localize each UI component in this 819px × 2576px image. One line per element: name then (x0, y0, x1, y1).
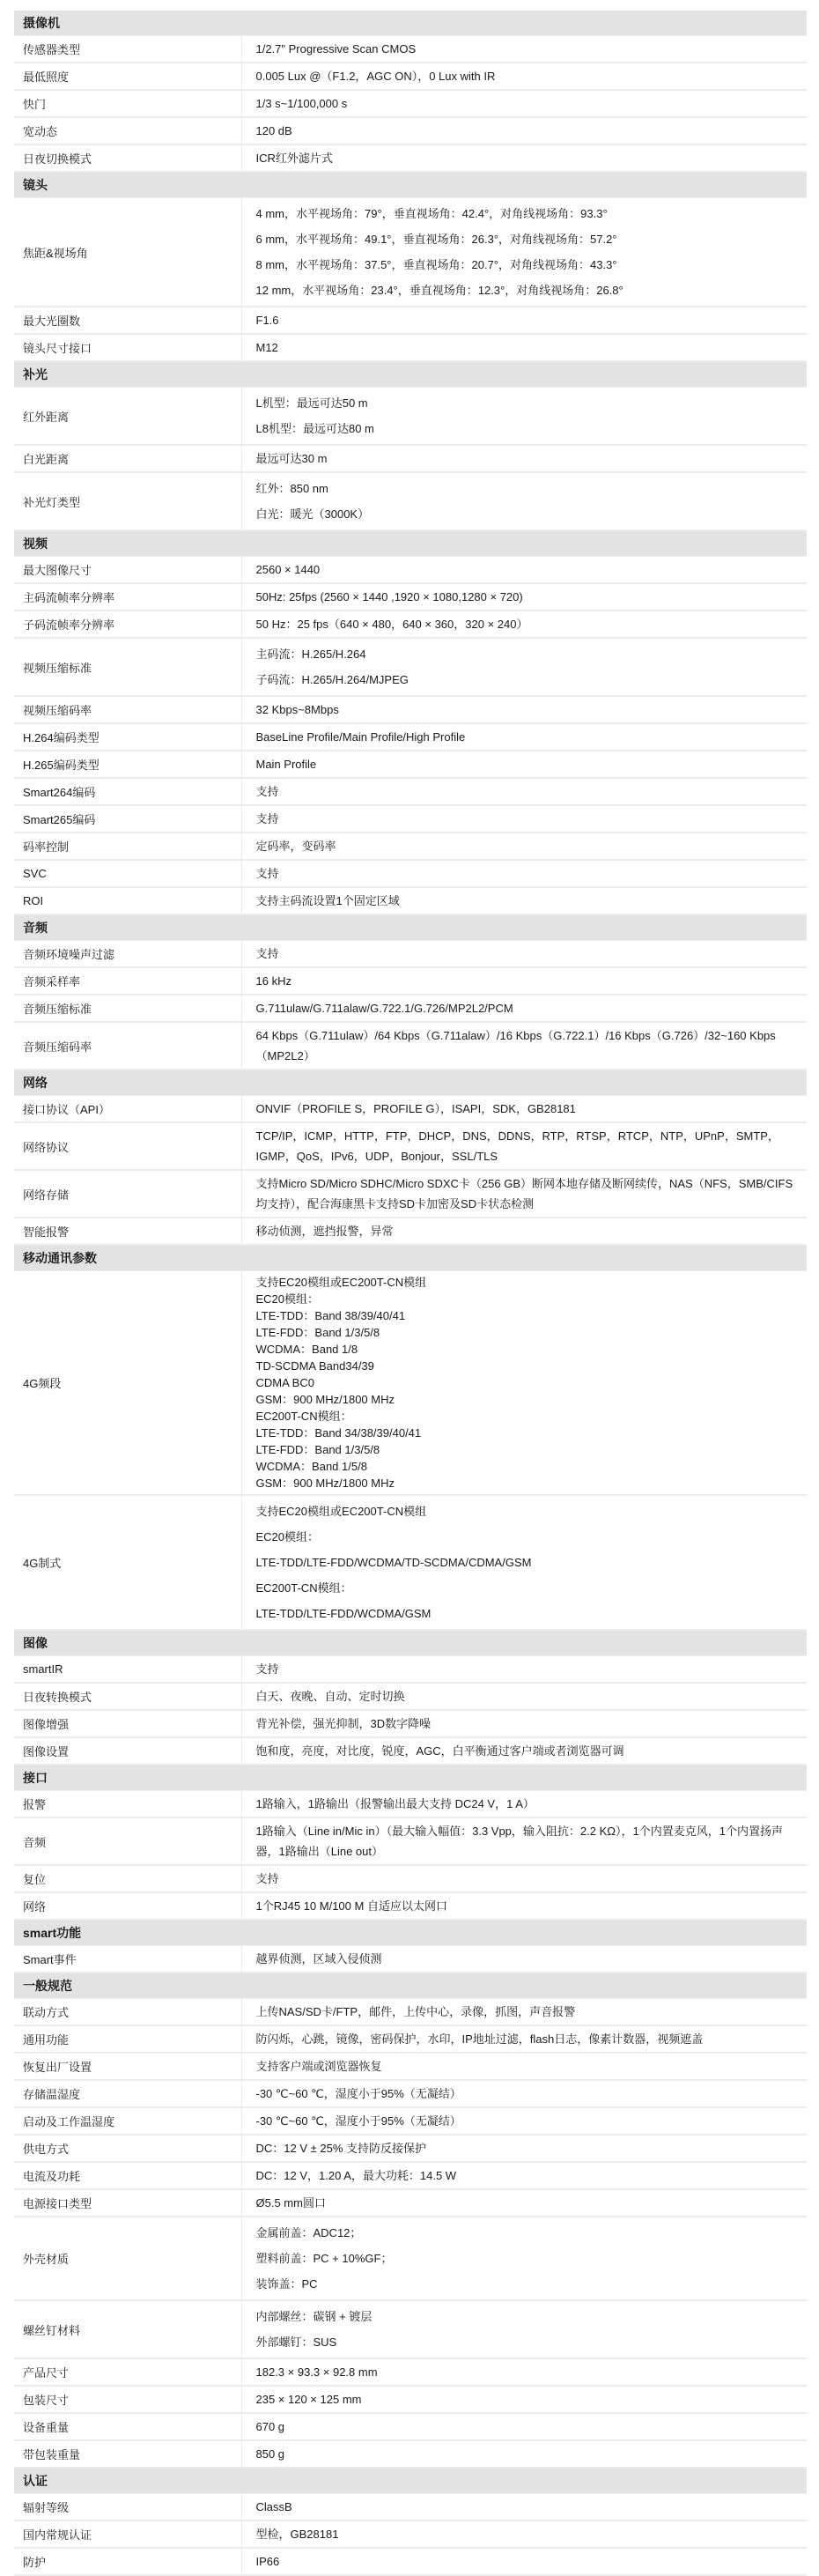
spec-row (14, 1683, 807, 1710)
spec-key: 接口协议（API） (14, 1096, 241, 1123)
spec-row (14, 144, 807, 172)
spec-row (14, 2358, 807, 2386)
spec-row (14, 778, 807, 805)
spec-key: 通用功能 (14, 2025, 241, 2053)
spec-value (241, 583, 807, 611)
spec-value-line: EC200T-CN模组： (255, 1581, 352, 1595)
spec-value (241, 63, 807, 90)
spec-key: 国内常规认证 (14, 2520, 241, 2548)
spec-value-line: GSM：900 MHz/1800 MHz (255, 1393, 395, 1406)
spec-value (241, 1122, 807, 1170)
spec-row (14, 2386, 807, 2413)
spec-key: 视频压缩标准 (14, 638, 241, 696)
spec-value-line: -30 ℃~60 ℃，湿度小于95%（无凝结） (255, 2114, 461, 2128)
spec-key: 快门 (14, 90, 241, 117)
spec-value-line: DC：12 V ± 25% 支持防反接保护 (255, 2142, 427, 2155)
section-header (14, 914, 807, 941)
spec-row (14, 445, 807, 472)
spec-row (14, 1170, 807, 1218)
spec-value (241, 1495, 807, 1630)
spec-value (241, 1022, 807, 1070)
spec-row (14, 696, 807, 723)
spec-key: 红外距离 (14, 388, 241, 446)
spec-key: 码率控制 (14, 833, 241, 860)
spec-value-line: EC200T-CN模组： (255, 1410, 352, 1423)
spec-value (241, 334, 807, 361)
spec-row (14, 723, 807, 751)
spec-row (14, 1218, 807, 1245)
spec-value-line: DC：12 V，1.20 A，最大功耗：14.5 W (255, 2169, 457, 2182)
spec-value (241, 1737, 807, 1765)
spec-row (14, 307, 807, 334)
spec-key: ROI (14, 887, 241, 914)
spec-row (14, 805, 807, 833)
spec-value (241, 1683, 807, 1710)
section-header (14, 1070, 807, 1096)
section-title: 补光 (14, 361, 807, 388)
spec-key: 音频采样率 (14, 967, 241, 995)
spec-row (14, 1999, 807, 2026)
spec-key: 宽动态 (14, 117, 241, 144)
spec-row (14, 2080, 807, 2107)
spec-value (241, 778, 807, 805)
spec-value-line: 1/3 s~1/100,000 s (255, 97, 348, 110)
spec-value (241, 36, 807, 63)
section-title: 网络 (14, 1070, 807, 1096)
spec-value-line: 主码流：H.265/H.264 (255, 648, 366, 661)
spec-row (14, 860, 807, 887)
spec-row (14, 2189, 807, 2217)
spec-value-line: LTE-TDD：Band 38/39/40/41 (255, 1309, 406, 1322)
spec-value (241, 2440, 807, 2468)
spec-value (241, 90, 807, 117)
spec-table (14, 11, 807, 2576)
spec-value-line: ONVIF（PROFILE S，PROFILE G），ISAPI，SDK，GB28181 (255, 1102, 576, 1115)
section-header (14, 172, 807, 198)
spec-value-line: ClassB (255, 2500, 292, 2513)
spec-key: smartIR (14, 1656, 241, 1684)
section-header (14, 530, 807, 557)
spec-value-line: LTE-TDD/LTE-FDD/WCDMA/GSM (255, 1607, 432, 1620)
spec-row (14, 2053, 807, 2080)
spec-value-line: 防闪烁，心跳，镜像，密码保护，水印，IP地址过滤，flash日志，像素计数器，视频遮盖 (255, 2032, 704, 2046)
section-title: 摄像机 (14, 11, 807, 36)
spec-key: Smart265编码 (14, 805, 241, 833)
spec-value-line: 50Hz: 25fps (2560 × 1440 ,1920 × 1080,1280 × 720) (255, 590, 523, 603)
spec-value-line: 越界侦测，区域入侵侦测 (255, 1952, 382, 1965)
spec-key: 防护 (14, 2548, 241, 2575)
spec-value (241, 557, 807, 584)
spec-value (241, 805, 807, 833)
section-header (14, 1765, 807, 1791)
spec-key: 日夜转换模式 (14, 1683, 241, 1710)
spec-key: 日夜切换模式 (14, 144, 241, 172)
spec-value-line: 外部螺钉：SUS (255, 2335, 337, 2349)
spec-value (241, 2300, 807, 2358)
spec-key: 电源接口类型 (14, 2189, 241, 2217)
spec-row (14, 611, 807, 638)
section-title: 认证 (14, 2468, 807, 2494)
spec-value-line: L机型：最远可达50 m (255, 396, 368, 410)
spec-value (241, 198, 807, 307)
spec-value (241, 638, 807, 696)
spec-row (14, 1817, 807, 1865)
spec-key: 最大图像尺寸 (14, 557, 241, 584)
spec-key: 电流及功耗 (14, 2162, 241, 2189)
spec-value-line: Main Profile (255, 758, 317, 771)
spec-value-line: 白光：暖光（3000K） (255, 507, 370, 521)
spec-value-line: TD-SCDMA Band34/39 (255, 1359, 374, 1373)
spec-value-line: 8 mm，水平视场角：37.5°，垂直视场角：20.7°，对角线视场角：43.3° (255, 258, 617, 271)
spec-value (241, 2107, 807, 2135)
spec-value (241, 307, 807, 334)
spec-row (14, 583, 807, 611)
spec-key: 供电方式 (14, 2135, 241, 2162)
spec-value-line: 6 mm，水平视场角：49.1°，垂直视场角：26.3°，对角线视场角：57.2° (255, 233, 617, 246)
spec-row (14, 2025, 807, 2053)
spec-value (241, 2494, 807, 2521)
spec-value (241, 887, 807, 914)
spec-value-line: 定码率，变码率 (255, 840, 336, 853)
spec-key: 传感器类型 (14, 36, 241, 63)
spec-row (14, 1122, 807, 1170)
spec-value-line: LTE-FDD：Band 1/3/5/8 (255, 1443, 380, 1456)
spec-value-line: 装饰盖：PC (255, 2277, 318, 2291)
spec-value (241, 860, 807, 887)
spec-value-line: 白天、夜晚、自动、定时切换 (255, 1690, 405, 1703)
spec-key: 联动方式 (14, 1999, 241, 2026)
spec-row (14, 1865, 807, 1892)
spec-key: 网络存储 (14, 1170, 241, 1218)
spec-value-line: WCDMA：Band 1/8 (255, 1343, 358, 1356)
spec-key: 启动及工作温湿度 (14, 2107, 241, 2135)
spec-row (14, 2520, 807, 2548)
spec-key: 智能报警 (14, 1218, 241, 1245)
spec-key: H.265编码类型 (14, 751, 241, 778)
spec-value (241, 2162, 807, 2189)
spec-value (241, 833, 807, 860)
spec-key: 辐射等级 (14, 2494, 241, 2521)
spec-row (14, 1946, 807, 1973)
spec-key: 焦距&视场角 (14, 198, 241, 307)
spec-value-line: 内部螺丝：碳钢 + 镀层 (255, 2310, 373, 2323)
spec-row (14, 1096, 807, 1123)
spec-row (14, 1737, 807, 1765)
spec-value-line: 支持 (255, 867, 279, 880)
spec-key: 白光距离 (14, 445, 241, 472)
spec-key: 存储温湿度 (14, 2080, 241, 2107)
spec-value (241, 1218, 807, 1245)
spec-row (14, 2494, 807, 2521)
spec-row (14, 1892, 807, 1920)
spec-value-line: ICR红外滤片式 (255, 152, 333, 165)
spec-value-line: 支持 (255, 1662, 279, 1676)
spec-value (241, 2189, 807, 2217)
spec-row (14, 198, 807, 307)
spec-value (241, 1710, 807, 1737)
spec-value (241, 2025, 807, 2053)
section-title: 接口 (14, 1765, 807, 1791)
spec-row (14, 1710, 807, 1737)
spec-value-line: WCDMA：Band 1/5/8 (255, 1460, 367, 1473)
spec-value-line: 1路输入（Line in/Mic in）（最大输入幅值：3.3 Vpp，输入阻抗：2.2 KΩ），1个内置麦克风，1个内置扬声器，1路输出（Line out） (255, 1825, 783, 1858)
spec-row (14, 2217, 807, 2300)
section-title: 图像 (14, 1630, 807, 1656)
spec-value-line: 670 g (255, 2420, 285, 2433)
spec-key: Smart264编码 (14, 778, 241, 805)
spec-key: 音频 (14, 1817, 241, 1865)
spec-value-line: 子码流：H.265/H.264/MJPEG (255, 673, 409, 686)
spec-value-line: -30 ℃~60 ℃，湿度小于95%（无凝结） (255, 2087, 461, 2100)
spec-key: 恢复出厂设置 (14, 2053, 241, 2080)
spec-row (14, 90, 807, 117)
spec-key: 复位 (14, 1865, 241, 1892)
spec-key: 最大光圈数 (14, 307, 241, 334)
spec-key: 网络协议 (14, 1122, 241, 1170)
spec-value-line: 182.3 × 93.3 × 92.8 mm (255, 2365, 378, 2379)
section-header (14, 2468, 807, 2494)
spec-value-line: 32 Kbps~8Mbps (255, 703, 339, 716)
spec-row (14, 2300, 807, 2358)
section-title: smart功能 (14, 1920, 807, 1946)
spec-key: 最低照度 (14, 63, 241, 90)
spec-value (241, 2080, 807, 2107)
spec-value-line: 支持客户端或浏览器恢复 (255, 2060, 382, 2073)
spec-value-line: 红外：850 nm (255, 482, 328, 495)
spec-key: 主码流帧率分辨率 (14, 583, 241, 611)
spec-value-line: 12 mm，水平视场角：23.4°，垂直视场角：12.3°，对角线视场角：26.8° (255, 284, 623, 297)
spec-row (14, 1656, 807, 1684)
spec-value (241, 1271, 807, 1496)
spec-key: 4G制式 (14, 1495, 241, 1630)
spec-value-line: 饱和度，亮度，对比度，锐度，AGC，白平衡通过客户端或者浏览器可调 (255, 1744, 624, 1758)
spec-row (14, 2413, 807, 2440)
spec-key: 外壳材质 (14, 2217, 241, 2300)
spec-key: 带包装重量 (14, 2440, 241, 2468)
spec-row (14, 334, 807, 361)
spec-value-line: 金属前盖：ADC12； (255, 2226, 362, 2239)
spec-key: 音频环境噪声过滤 (14, 941, 241, 968)
spec-value-line: 最远可达30 m (255, 452, 328, 465)
spec-value-line: GSM：900 MHz/1800 MHz (255, 1477, 395, 1490)
spec-value-line: 50 Hz：25 fps（640 × 480，640 × 360，320 × 240） (255, 618, 528, 631)
spec-value-line: 上传NAS/SD卡/FTP，邮件，上传中心，录像，抓图，声音报警 (255, 2005, 576, 2018)
spec-key: 视频压缩码率 (14, 696, 241, 723)
spec-value-line: 支持 (255, 785, 279, 798)
spec-key: 产品尺寸 (14, 2358, 241, 2386)
spec-value-line: 1个RJ45 10 M/100 M 自适应以太网口 (255, 1899, 447, 1913)
spec-value (241, 472, 807, 530)
spec-value-line: 支持Micro SD/Micro SDHC/Micro SDXC卡（256 GB）断网本地存储及断网续传，NAS（NFS，SMB/CIFS均支持），配合海康黑卡支持SD卡加密及SD卡状态检测 (255, 1177, 793, 1210)
spec-value-line: 支持EC20模组或EC200T-CN模组 (255, 1276, 427, 1289)
spec-value-line: 支持主码流设置1个固定区域 (255, 894, 400, 907)
spec-row (14, 638, 807, 696)
section-title: 视频 (14, 530, 807, 557)
spec-row (14, 117, 807, 144)
spec-value (241, 696, 807, 723)
spec-value (241, 117, 807, 144)
spec-value (241, 1791, 807, 1818)
spec-value-line: EC20模组： (255, 1292, 320, 1306)
spec-value-line: 移动侦测，遮挡报警，异常 (255, 1225, 394, 1238)
spec-value-line: 支持 (255, 1872, 279, 1885)
spec-value (241, 144, 807, 172)
spec-sheet (14, 11, 807, 2576)
spec-row (14, 36, 807, 63)
spec-table-body (14, 11, 807, 2575)
spec-value-line: LTE-TDD/LTE-FDD/WCDMA/TD-SCDMA/CDMA/GSM (255, 1556, 532, 1569)
spec-value-line: 1/2.7" Progressive Scan CMOS (255, 42, 417, 56)
spec-key: 设备重量 (14, 2413, 241, 2440)
spec-key: 音频压缩标准 (14, 995, 241, 1022)
spec-value (241, 2053, 807, 2080)
spec-row (14, 2440, 807, 2468)
spec-key: 包装尺寸 (14, 2386, 241, 2413)
spec-value-line: BaseLine Profile/Main Profile/High Profile (255, 730, 466, 744)
spec-value-line: LTE-TDD：Band 34/38/39/40/41 (255, 1426, 422, 1440)
spec-row (14, 941, 807, 968)
spec-key: 镜头尺寸接口 (14, 334, 241, 361)
spec-value (241, 2386, 807, 2413)
spec-value-line: 4 mm，水平视场角：79°，垂直视场角：42.4°，对角线视场角：93.3° (255, 207, 608, 220)
spec-row (14, 1022, 807, 1070)
spec-key: 4G频段 (14, 1271, 241, 1496)
section-header (14, 1920, 807, 1946)
spec-row (14, 557, 807, 584)
spec-value-line: TCP/IP，ICMP，HTTP，FTP，DHCP，DNS，DDNS，RTP，RTSP，RTCP，NTP，UPnP，SMTP，IGMP，QoS，IPv6，UDP，Bonjour，SSL/TLS (255, 1129, 779, 1163)
spec-value (241, 1865, 807, 1892)
spec-value-line: Ø5.5 mm圆口 (255, 2196, 326, 2210)
spec-value (241, 2413, 807, 2440)
spec-value-line: EC20模组： (255, 1530, 320, 1543)
spec-row (14, 2107, 807, 2135)
spec-value-line: 背光补偿，强光抑制，3D数字降噪 (255, 1717, 432, 1730)
spec-row (14, 63, 807, 90)
spec-row (14, 1791, 807, 1818)
spec-value-line: G.711ulaw/G.711alaw/G.722.1/G.726/MP2L2/PCM (255, 1002, 513, 1015)
spec-key: 图像增强 (14, 1710, 241, 1737)
spec-value-line: 2560 × 1440 (255, 563, 321, 576)
spec-value-line: 235 × 120 × 125 mm (255, 2393, 362, 2406)
spec-value (241, 2520, 807, 2548)
spec-row (14, 1271, 807, 1496)
spec-key: 子码流帧率分辨率 (14, 611, 241, 638)
spec-row (14, 1495, 807, 1630)
spec-row (14, 2162, 807, 2189)
spec-value-line: LTE-FDD：Band 1/3/5/8 (255, 1326, 380, 1339)
spec-key: 图像设置 (14, 1737, 241, 1765)
section-title: 音频 (14, 914, 807, 941)
spec-value-line: 塑料前盖：PC + 10%GF； (255, 2252, 393, 2265)
spec-value (241, 967, 807, 995)
spec-value (241, 941, 807, 968)
spec-value-line: CDMA BC0 (255, 1376, 314, 1389)
spec-value (241, 1817, 807, 1865)
spec-row (14, 833, 807, 860)
spec-value (241, 2548, 807, 2575)
section-title: 一般规范 (14, 1973, 807, 1999)
section-header (14, 361, 807, 388)
spec-value (241, 1170, 807, 1218)
spec-key: 报警 (14, 1791, 241, 1818)
spec-row (14, 2548, 807, 2575)
spec-value-line: 支持 (255, 947, 279, 960)
spec-value (241, 1656, 807, 1684)
spec-value-line: 0.005 Lux @（F1.2，AGC ON），0 Lux with IR (255, 70, 496, 83)
spec-row (14, 2135, 807, 2162)
section-header (14, 1245, 807, 1271)
spec-value (241, 445, 807, 472)
spec-value-line: F1.6 (255, 314, 279, 327)
spec-value-line: 型检，GB28181 (255, 2528, 339, 2541)
spec-row (14, 995, 807, 1022)
section-header (14, 11, 807, 36)
spec-key: H.264编码类型 (14, 723, 241, 751)
spec-value (241, 611, 807, 638)
spec-row (14, 887, 807, 914)
spec-key: 螺丝钉材料 (14, 2300, 241, 2358)
spec-row (14, 751, 807, 778)
spec-value-line: L8机型：最远可达80 m (255, 422, 374, 435)
spec-row (14, 472, 807, 530)
section-header (14, 1630, 807, 1656)
spec-value (241, 995, 807, 1022)
section-title: 移动通讯参数 (14, 1245, 807, 1271)
spec-value (241, 1096, 807, 1123)
spec-key: 补光灯类型 (14, 472, 241, 530)
spec-value-line: 64 Kbps（G.711ulaw）/64 Kbps（G.711alaw）/16 Kbps（G.722.1）/16 Kbps（G.726）/32~160 Kbps（MP2L2） (255, 1029, 776, 1062)
spec-value-line: 支持 (255, 812, 279, 825)
spec-value (241, 751, 807, 778)
spec-value-line: 120 dB (255, 124, 292, 137)
spec-value-line: 支持EC20模组或EC200T-CN模组 (255, 1505, 427, 1518)
section-title: 镜头 (14, 172, 807, 198)
spec-value (241, 2217, 807, 2300)
spec-value-line: M12 (255, 341, 278, 354)
spec-key: SVC (14, 860, 241, 887)
spec-key: 音频压缩码率 (14, 1022, 241, 1070)
spec-row (14, 388, 807, 446)
spec-value (241, 1892, 807, 1920)
spec-value-line: IP66 (255, 2555, 280, 2568)
spec-value-line: 16 kHz (255, 974, 291, 988)
spec-value (241, 2135, 807, 2162)
section-header (14, 1973, 807, 1999)
spec-value (241, 388, 807, 446)
spec-value (241, 723, 807, 751)
spec-row (14, 967, 807, 995)
spec-value (241, 2358, 807, 2386)
spec-value (241, 1999, 807, 2026)
spec-key: 网络 (14, 1892, 241, 1920)
spec-value (241, 1946, 807, 1973)
spec-key: Smart事件 (14, 1946, 241, 1973)
spec-value-line: 1路输入，1路输出（报警输出最大支持 DC24 V，1 A） (255, 1797, 535, 1810)
spec-value-line: 850 g (255, 2447, 285, 2461)
